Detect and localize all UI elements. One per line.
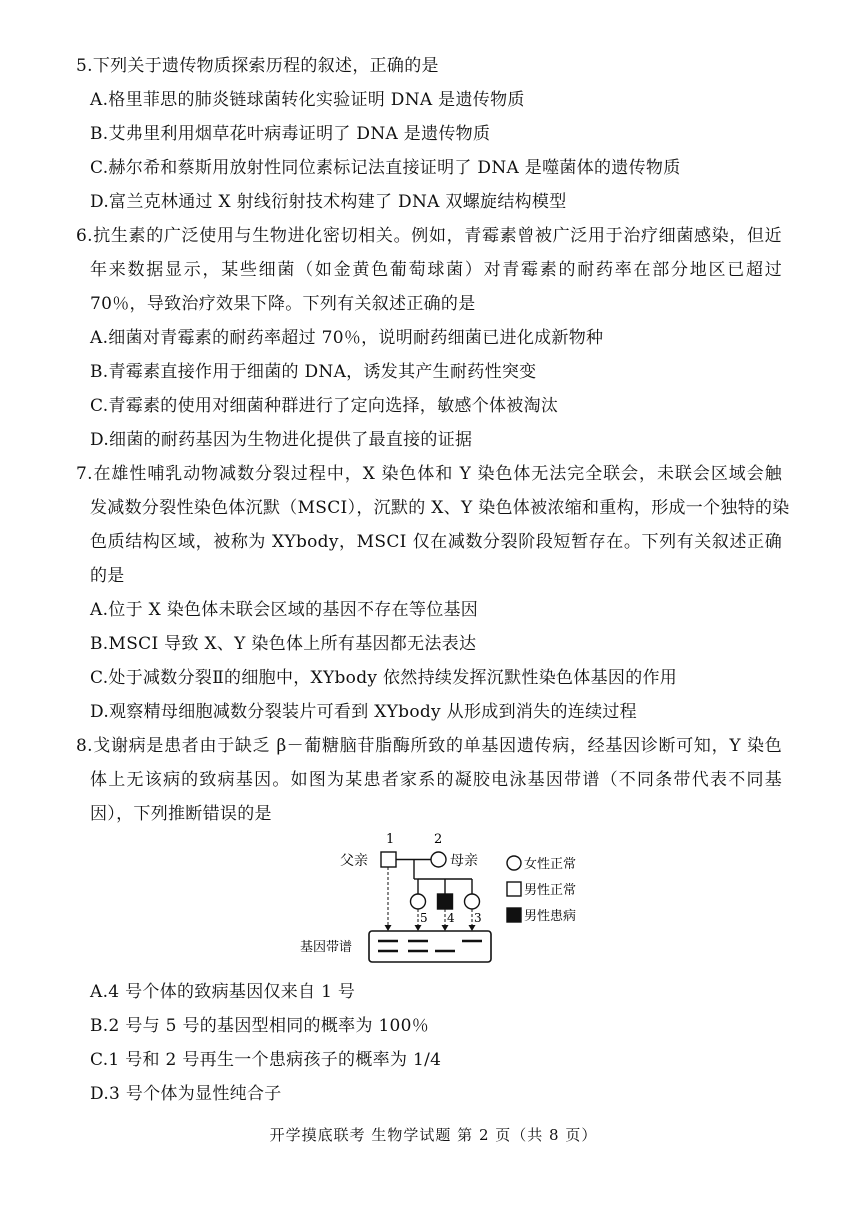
q5-stem: 5.下列关于遗传物质探索历程的叙述，正确的是 [76,56,439,76]
q6-stem-line1: 6.抗生素的广泛使用与生物进化密切相关。例如，青霉素曾被广泛用于治疗细菌感染，但近 [76,226,782,246]
mother-label: 母亲 [450,853,478,869]
q5-option-a: A.格里菲思的肺炎链球菌转化实验证明 DNA 是遗传物质 [90,90,525,110]
q7-option-b: B.MSCI 导致 X、Y 染色体上所有基因都无法表达 [90,634,477,654]
pedigree-number-5: 5 [420,911,428,925]
legend-female-normal-icon [507,856,521,870]
q7-option-d: D.观察精母细胞减数分裂装片可看到 XYbody 从形成到消失的连续过程 [90,702,637,722]
q5-option-d: D.富兰克林通过 X 射线衍射技术构建了 DNA 双螺旋结构模型 [90,192,567,212]
q8-option-d: D.3 号个体为显性纯合子 [90,1084,282,1104]
father-label: 父亲 [340,853,368,869]
father-symbol [381,852,396,867]
q6-option-d: D.细菌的耐药基因为生物进化提供了最直接的证据 [90,430,473,450]
child-5-symbol [411,894,426,909]
pedigree-number-2: 2 [434,832,443,847]
q7-option-c: C.处于减数分裂Ⅱ的细胞中，XYbody 依然持续发挥沉默性染色体基因的作用 [90,668,678,688]
q6-stem-line2: 年来数据显示，某些细菌（如金黄色葡萄球菌）对青霉素的耐药率在部分地区已超过 [90,260,782,280]
q6-option-b: B.青霉素直接作用于细菌的 DNA，诱发其产生耐药性突变 [90,362,537,382]
q8-option-c: C.1 号和 2 号再生一个患病孩子的概率为 1/4 [90,1050,442,1070]
q8-stem-line1: 8.戈谢病是患者由于缺乏 β－葡糖脑苷脂酶所致的单基因遗传病，经基因诊断可知，Y 染色 [76,736,782,756]
legend-male-affected-icon [507,908,521,922]
gel-band-box [369,931,491,962]
mother-symbol [431,852,446,867]
legend-male-normal-icon [507,882,521,896]
pedigree-number-1: 1 [386,832,395,847]
legend-female-normal: 女性正常 [524,857,577,872]
q7-option-a: A.位于 X 染色体未联会区域的基因不存在等位基因 [90,600,479,620]
q6-option-c: C.青霉素的使用对细菌种群进行了定向选择，敏感个体被淘汰 [90,396,559,416]
pedigree-number-4: 4 [447,911,455,925]
q5-option-c: C.赫尔希和蔡斯用放射性同位素标记法直接证明了 DNA 是噬菌体的遗传物质 [90,158,681,178]
q7-stem-line1: 7.在雄性哺乳动物减数分裂过程中，X 染色体和 Y 染色体无法完全联会，未联会区域会触 [76,464,782,484]
child-4-symbol [438,894,453,909]
q5-option-b: B.艾弗里利用烟草花叶病毒证明了 DNA 是遗传物质 [90,124,491,144]
q7-stem-line4: 的是 [90,566,125,586]
pedigree-figure [290,830,620,975]
legend-male-normal: 男性正常 [524,883,577,898]
legend-male-affected: 男性患病 [524,909,577,924]
q8-stem-line3: 因），下列推断错误的是 [90,804,272,824]
q6-option-a: A.细菌对青霉素的耐药率超过 70％，说明耐药细菌已进化成新物种 [90,328,604,348]
q8-stem-line2: 体上无该病的致病基因。如图为某患者家系的凝胶电泳基因带谱（不同条带代表不同基 [90,770,782,790]
page-footer: 开学摸底联考 生物学试题 第 2 页（共 8 页） [269,1126,598,1144]
band-spectrum-label: 基因带谱 [300,940,353,955]
q6-stem-line3: 70％，导致治疗效果下降。下列有关叙述正确的是 [90,294,476,314]
q8-option-b: B.2 号与 5 号的基因型相同的概率为 100％ [90,1016,430,1036]
q7-stem-line2: 发减数分裂性染色体沉默（MSCI），沉默的 X、Y 染色体被浓缩和重构，形成一个独特的染 [90,498,790,518]
q7-stem-line3: 色质结构区域，被称为 XYbody，MSCI 仅在减数分裂阶段短暂存在。下列有关叙述正确 [90,532,782,552]
q8-option-a: A.4 号个体的致病基因仅来自 1 号 [90,982,356,1002]
child-3-symbol [465,894,480,909]
pedigree-number-3: 3 [474,911,482,925]
